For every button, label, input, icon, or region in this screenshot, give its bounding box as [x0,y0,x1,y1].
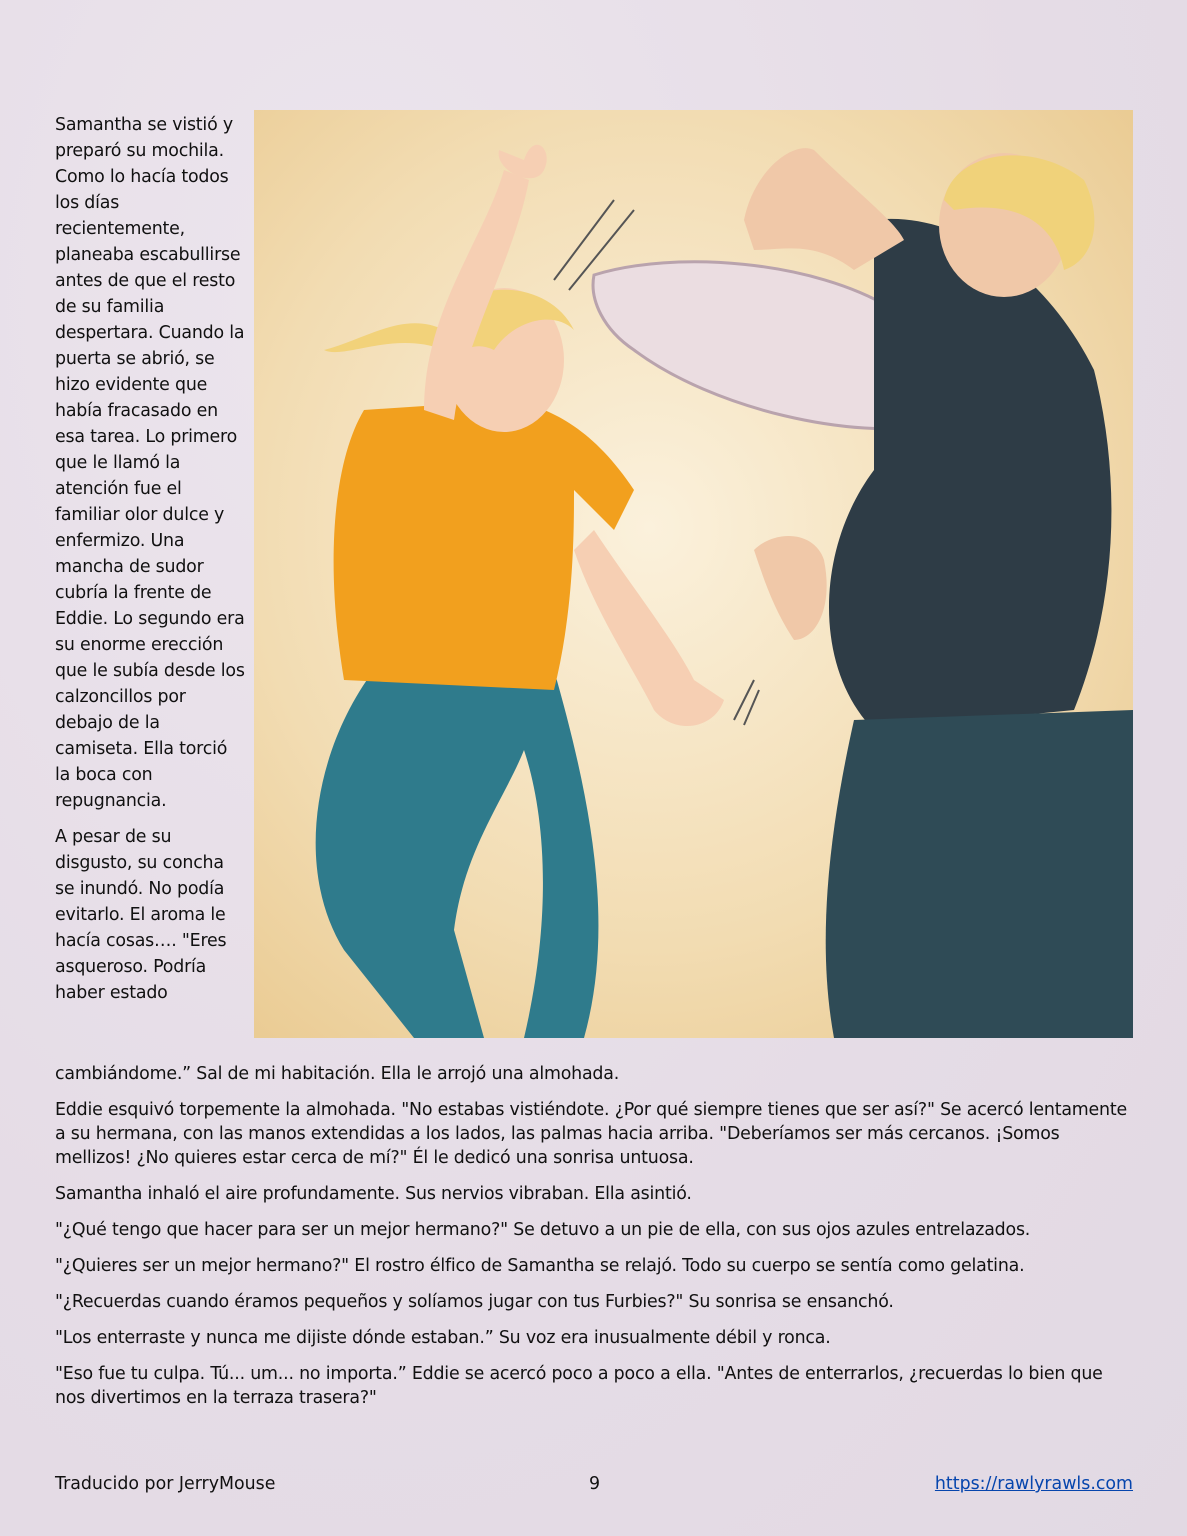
man-jeans [826,710,1133,1038]
illustration [254,110,1133,1038]
paragraph: Samantha inhaló el aire profundamente. Sus nervios vibraban. Ella asintió. [55,1184,692,1204]
paragraph: "¿Recuerdas cuando éramos pequeños y solíamos jugar con tus Furbies?" Su sonrisa se ensanchó. [55,1292,894,1312]
paragraph: "¿Quieres ser un mejor hermano?" El rostro élfico de Samantha se relajó. Todo su cuerpo se sentía como gelatina. [55,1256,1025,1276]
paragraph: Eddie esquivó torpemente la almohada. "No estabas vistiéndote. ¿Por qué siempre tienes que ser así?" Se acercó lentamente a su hermana, con las manos extendidas a los lados, las palmas hacia arriba. "Deberíamos ser más cercanos. ¡Somos mellizos! ¿No quieres estar cerca de mí?" Él le dedicó una sonrisa untuosa. [55,1100,1127,1168]
paragraph: "Los enterraste y nunca me dijiste dónde estaban.” Su voz era inusualmente débil y ronca. [55,1328,831,1348]
paragraph: "¿Qué tengo que hacer para ser un mejor hermano?" Se detuvo a un pie de ella, con sus ojos azules entrelazados. [55,1220,1031,1240]
page-number: 9 [589,1474,601,1494]
website-link[interactable]: https://rawlyrawls.com [934,1474,1133,1494]
paragraph: "Eso fue tu culpa. Tú... um... no importa.” Eddie se acercó poco a poco a ella. "Antes de enterrarlos, ¿recuerdas lo bien que nos divertimos en la terraza trasera?" [55,1364,1103,1408]
footer [55,1474,1133,1498]
paragraph: Samantha se vistió y preparó su mochila. Como lo hacía todos los días recientemente, planeaba escabullirse antes de que el resto de su familia despertara. Cuando la puerta se abrió, se hizo evidente que había fracasado en esa tarea. Lo primero que le llamó la atención fue el familiar olor dulce y enfermizo. Una mancha de sudor cubría la frente de Eddie. Lo segundo era su enorme erección que le subía desde los calzoncillos por debajo de la camiseta. Ella torció la boca con repugnancia. [55,115,245,811]
main-text [55,1062,1133,1422]
translator-credit: Traducido por JerryMouse [55,1474,276,1494]
paragraph: cambiándome.” Sal de mi habitación. Ella le arrojó una almohada. [55,1064,620,1084]
side-text-column [55,112,245,1016]
paragraph: A pesar de su disgusto, su concha se inundó. No podía evitarlo. El aroma le hacía cosas…. "Eres asqueroso. Podría haber estado [55,827,227,1003]
